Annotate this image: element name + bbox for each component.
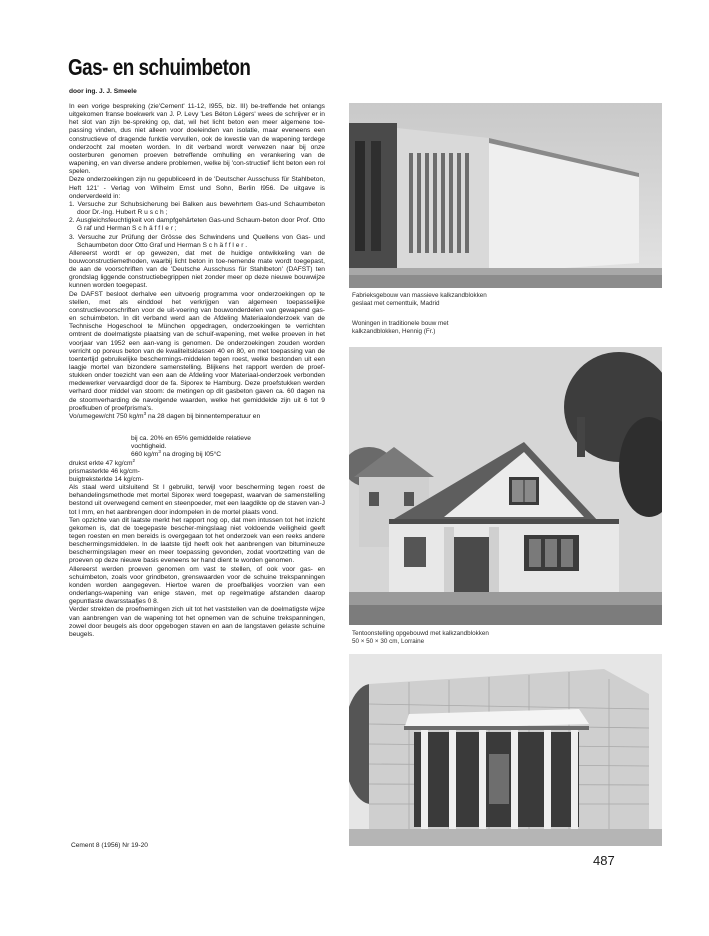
paragraph: Ten opzichte van dit laatste merkt het rapport nog op, dat men intussen tot het inzicht gekomen is, dat de toegepaste bescher-mingslaag niet voldoende veiligheid geeft tegen roesten en men bereids is overgegaan tot het onderzoek van een reeks andere beschermingsmiddelen. In de laatste tijd heeft ook het aanbrengen van bitumineuze beschermingslagen meer en meer toepassing gevonden, zodat voortzetting van de proeven op deze nieuwe basis eveneens ter hand dient te worden genomen. [69, 516, 325, 565]
measurement-line [69, 457, 325, 468]
measurement-text: na droging bij I05°C [160, 451, 222, 459]
paragraph: Deze onderzoekingen zijn nu gepubliceerd in de 'Deutscher Ausschuss für Stahlbeton, Heft 121' - Verlag von Wilhelm Ernst und Sohn, Berlin I956. De uitgave is onderverdeeld in: [69, 176, 325, 200]
measurement-line: prismasterkte 46 kg/cm- [69, 467, 140, 475]
journal-reference: Cement 8 (1956) Nr 19-20 [71, 842, 148, 849]
paragraph-gap [69, 421, 325, 435]
list-item: 1. Versuche zur Schubsicherung bei Balken aus bewehrtem Gas-und Schaumbeton door Dr.-Ing. Hubert R u s c h ; [69, 200, 325, 217]
measurement-line [69, 410, 325, 421]
paragraph: Allereerst wordt er op gewezen, dat met de huidige ontwikkeling van de bouwconstructiemethoden, waarbij licht beton in toe-nemende mate wordt toegepast, de aan de voorschriften van de 'Deutsche Ausschuss für Stahlbeton' (DAFST) ten grondslag liggende constructiebegrippen niet zonder meer op deze nieuwe bouwwijze kunnen worden toegepast. [69, 249, 325, 290]
list-item: 3. Versuche zur Prüfung der Grösse des Schwindens und Quellens von Gas- und Schaumbeton door Otto Graf und Herman S c h ä f f l e r . [69, 233, 325, 249]
article-body [69, 103, 325, 639]
measurement-line: vochtigheid. [131, 443, 167, 451]
paragraph: Verder strekten de proefnemingen zich uit tot het vaststellen van de doelmatigste wijze van aanbrengen van de wapening tot het opnemen van de schuine trekspanningen, zowel door beugels als door opgebogen staven en aan de langstaven gelaste schuine beugels. [69, 606, 325, 638]
photo-houses [349, 347, 662, 625]
measurement-text: Vo/umegew/cht 750 kg/m [69, 412, 144, 420]
caption-photo-1: Fabrieksgebouw van massieve kalkzandblokken geslaat met cementtuik, Madrid [352, 292, 487, 307]
unit-superscript: 3 [158, 449, 161, 455]
measurement-text: drukst erkte 47 kg/cm [69, 459, 133, 467]
measurement-line: bij ca. 20% en 65% gemiddelde relatieve [131, 435, 251, 443]
measurement-text: 660 kg/m [131, 451, 159, 459]
paragraph: Allereerst werden proeven genomen om vast te stellen, of ook voor gas- en schuimbeton, zoals voor grindbeton, grenswaarden voor de schuine trekspanningen konden worden aangegeven. Hiertoe waren de proefbalkjes voorzien van een onderlangs-wapening van enige staven, met op regelmatige afstanden daarop gepuntlaste dwarsstaafjes 0 8. [69, 565, 325, 606]
unit-superscript: 3 [143, 410, 147, 416]
article-byline: door ing. J. J. Smeele [69, 88, 137, 95]
caption-photo-2: Woningen in traditionele bouw met kalkzandblokken, Hennig (Fr.) [352, 320, 449, 335]
article-title: Gas- en schuimbeton [68, 54, 251, 80]
measurement-line: buigtreksterkte 14 kg/cm- [69, 475, 144, 483]
page-number: 487 [593, 853, 615, 868]
photo-exhibition-building [349, 654, 662, 846]
paragraph: Als staal werd uitsluitend St I gebruikt, terwijl voor bescherming tegen roest de behandelingsmethode met mortel Siporex werd toegepast, waarvan de samenstelling bestond uit overwegend cement en steenpoeder, met een laagdikte op de staven van-J tot I mm, en het aanbrengen door indompelen in de mortel plaats vond. [69, 484, 325, 516]
list-item: 2. Ausgleichsfeuchtigkeit von dampfgehärteten Gas-und Schaum-beton door Prof. Otto G raf und Herman S c h ä f f l e r ; [69, 217, 325, 233]
measurement-text: na 28 dagen bij binnentemperatuur en [146, 412, 261, 420]
caption-photo-3: Tentoonstelling opgebouwd met kalkzandblokken 50 × 50 × 30 cm, Lorraine [352, 630, 489, 645]
paragraph: In een vorige bespreking (zie'Cement' 11-12, I955, biz. III) be-treffende het onlangs uitgekomen franse boekwerk van J. P. Levy 'Les Béton Légers' wees de schrijver er in het slot van zijn be-spreking op, dat, wil het licht beton een meer algemene toe-passing vinden, dus niet alleen voor doeleinden van isolatie, maar eveneens een constructieve of dragende funktie vervullen, ook de kwestie van de wapening terdege onderzocht zal moeten worden. In dit verband wordt verwezen naar bij onze oosterburen genomen proeven betreffende omhulling en verankering van de wapening, en van diverse andere problemen, welke bij 'con-structief' licht beton een rol spelen. [69, 103, 325, 176]
unit-superscript: 2 [132, 457, 135, 463]
measurement-line [69, 451, 325, 459]
paragraph: De DAFST besloot derhalve een uitvoerig programma voor onderzoekingen op te stellen, met als einddoel het verkrijgen van algemeen toepasselijke constructievoorschriften voor de uit-voering van bouwonderdelen van gewapend gas- en schuimbeton. In dit verband werd aan de Afdeling Materiaalonderzoek van de Technische Hogeschool te München opgedragen, onderzoekingen te verrichten omtrent de doelmatigste plaatsing van de schuif-wapening, met welke proeven in het voorjaar van 1952 een aan-vang is genomen. De onderzoekingen zouden worden verricht op poreus beton van de kwaliteitsklassen 40 en 80, en met toepassing van de toentertijd gebruikelijke beschermings-middelen tegen roest, welke bestonden uit een laagje mortel van bizondere samenstelling. Blijkens het rapport werden de proef-stukken onder toezicht van een aan de Afdeling voor Materiaal-onderzoek verbonden medewerker vervaardigd door de fa. Siporex te Hamburg. Deze proefstukken werden verhard door middel van stoom: de metingen op dit gasbeton gaven ca. 60 dagen na de stoomverharding de navolgende waarden, welke het gemiddelde zijn uit 6 tot 9 proefkuben of proefprisma's. [69, 290, 325, 412]
photo-factory-building [349, 103, 662, 288]
